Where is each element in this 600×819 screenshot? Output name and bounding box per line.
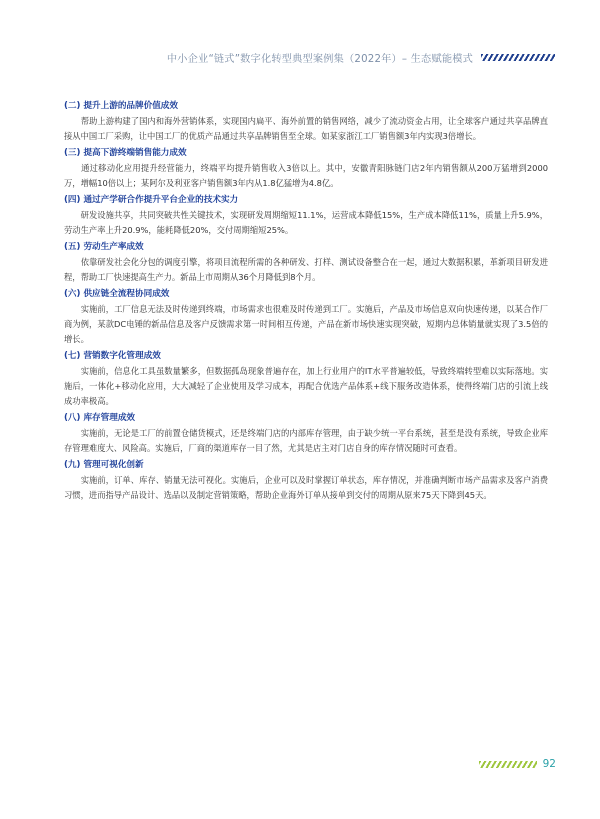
page-footer xyxy=(479,758,556,770)
section-supply-chain xyxy=(64,287,548,348)
section-inventory xyxy=(64,411,548,456)
section-title: (三) 提高下游终端销售能力成效 xyxy=(64,147,187,158)
section-body: 依靠研发社会化分包的调度引擎，将项目流程所需的各种研发、打样、测试设备整合在一起，通过大数据积累，革新项目研发进程，帮助工厂快速提高生产力。新品上市周期从36个月降低到8个月。 xyxy=(64,256,548,282)
section-downstream-sales xyxy=(64,146,548,191)
section-tech-strength xyxy=(64,193,548,238)
page-header xyxy=(120,50,555,65)
section-title: (七) 营销数字化管理成效 xyxy=(64,350,161,361)
section-title: (五) 劳动生产率成效 xyxy=(64,241,144,252)
section-body: 实施前，工厂信息无法及时传递到终端，市场需求也很难及时传递到工厂。实施后，产品及市场信息双向快速传递，以某合作厂商为例，某款DC电锤的新品信息及客户反馈需求第一时间相互传递，产品在新市场快速实现突破，短期内总体销量就实现了3.5倍的增长。 xyxy=(64,303,548,345)
section-body: 研发设施共享，共同突破共性关键技术，实现研发周期缩短11.1%，运营成本降低15%，生产成本降低11%，质量上升5.9%，劳动生产率上升20.9%，能耗降低20%，交付周期缩短25%。 xyxy=(64,209,548,236)
main-content xyxy=(64,99,548,505)
page-number: 92 xyxy=(542,758,556,770)
section-body: 帮助上游构建了国内和海外营销体系，实现国内扁平、海外前置的销售网络，减少了流动资金占用，让全球客户通过共享品牌直接从中国工厂采购，让中国工厂的优质产品通过共享品牌销售至全球。如某家浙江工厂销售额3年内实现3倍增长。 xyxy=(64,116,548,142)
section-title: (八) 库存管理成效 xyxy=(64,412,136,423)
section-brand-value xyxy=(64,99,548,144)
section-marketing xyxy=(64,349,548,410)
section-title: (六) 供应链全流程协同成效 xyxy=(64,288,170,299)
section-title: (四) 通过产学研合作提升平台企业的技术实力 xyxy=(64,194,239,205)
section-body: 实施前，无论是工厂的前置仓储货模式，还是终端门店的内部库存管理，由于缺少统一平台系统，甚至是没有系统，导致企业库存管理难度大、风险高。实施后，厂商的渠道库存一目了然，尤其是店主对门店自身的库存情况随时可查看。 xyxy=(64,427,548,454)
section-body: 实施前，订单、库存、销量无法可视化。实施后，企业可以及时掌握订单状态，库存情况，并准确判断市场产品需求及客户消费习惯，进而指导产品设计、选品以及制定营销策略，帮助企业海外订单从接单到交付的周期从原来75天下降到45天。 xyxy=(64,474,548,500)
section-title: (九) 管理可视化创新 xyxy=(64,459,144,470)
section-body: 实施前，信息化工具虽数量繁多，但数据孤岛现象普遍存在，加上行业用户的IT水平普遍较低，导致终端转型难以实际落地。实施后，一体化+移动化应用，大大减轻了企业使用及学习成本，再配合优选产品体系+线下服务改造体系，使得终端门店的引流上线成功率极高。 xyxy=(64,365,548,407)
section-title: (二) 提升上游的品牌价值成效 xyxy=(64,101,178,111)
section-productivity xyxy=(64,240,548,285)
section-body: 通过移动化应用提升经营能力，终端平均提升销售收入3倍以上。其中，安徽青阳脉链门店2年内销售额从200万猛增到2000万，增幅10倍以上；某阿尔及利亚客户销售额3年内从1.8亿猛增为4.8亿。 xyxy=(64,162,548,189)
section-visualization xyxy=(64,458,548,503)
header-stripes-decoration xyxy=(481,54,555,61)
footer-stripes-decoration xyxy=(479,761,537,768)
header-title: 中小企业“链式”数字化转型典型案例集（2022年）– 生态赋能模式 xyxy=(166,54,473,65)
